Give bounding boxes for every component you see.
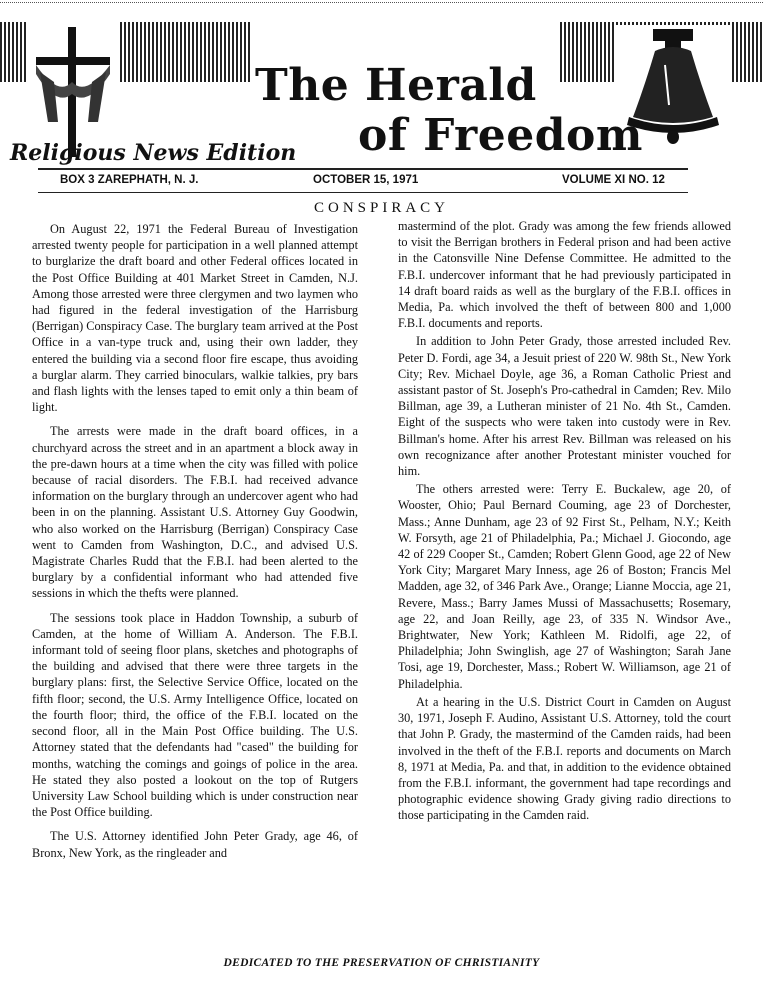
- paragraph: The others arrested were: Terry E. Buckalew, age 20, of Wooster, Ohio; Paul Bernard Couming, age 23 of Dorchester, Mass.; Anne Dunham, age 23 of 92 First St., Pelham, N.Y.; Keith W. Forsyth, age 21 of Philadelphia, Pa.; Michael J. Giocondo, age 42 of 229 Cooper St., Camden; Robert Glenn Good, age 22 of New York City; Margaret Mary Inness, age 26 of Boston; Francis Mel Madden, age 32, of 346 Park Ave., Orange; Lianne Moccia, age 21, Revere, Mass.; Barry James Mussi of Massachusetts; Rosemary, age 22, and Joan Reilly, age 23, of 335 N. Windsor Ave., Brightwater, New York; Kathleen M. Ridolfi, age 22, of Philadelphia; John Swinglish, age 27 of Washington; Sarah Jane Tosi, age 19, Dorchester, Mass.; Robert W. Williamson, age 21 of Philadelphia.: [398, 482, 731, 691]
- volume-number: VOLUME XI NO. 12: [562, 174, 665, 186]
- paragraph: The U.S. Attorney identified John Peter Grady, age 46, of Bronx, New York, as the ringleader and: [32, 829, 358, 860]
- paragraph: At a hearing in the U.S. District Court in Camden on August 30, 1971, Joseph F. Audino, Assistant U.S. Attorney, told the court that John P. Grady, the mastermind of the Camden raids, had been involved in the theft of the F.B.I. reports and documents on March 8, 1971 at Media, Pa. and that, in addition to the evidence obtained from the F.B.I. informant, the government had tape recordings and photographic evidence showing Grady giving radio directions to those participating in the Camden raid.: [398, 694, 731, 823]
- issue-date: OCTOBER 15, 1971: [313, 174, 419, 186]
- newspaper-title-line1: The Herald: [255, 60, 537, 111]
- paragraph: The arrests were made in the draft board offices, in a churchyard across the street and in an apartment a block away in the pre-dawn hours at a time when the city was filled with police because of racial disorders. The F.B.I. had received advance information on the burglary through an undercover agent who had been in on the planning. Assistant U.S. Attorney Guy Goodwin, who also worked on the Harrisburg (Berrigan) Conspiracy Case went to Camden from Washington, D.C., and advised U.S. Magistrate Charles Rudd that the F.B.I. had been alerted to the burglary by a confidential informant who had attended five sessions in which the thefts were planned.: [32, 424, 358, 601]
- edition-label: Religious News Edition: [10, 140, 297, 166]
- masthead: [0, 0, 763, 200]
- paragraph: On August 22, 1971 the Federal Bureau of Investigation arrested twenty people for participation in a well planned attempt to burglarize the draft board and other Federal offices located in the Post Office Building at 401 Market Street in Camden, N.J. Among those arrested were three clergymen and two laymen who had figured in the federal investigation of the Harrisburg (Berrigan) Conspiracy Case. The burglary team arrived at the Post Office in a van-type truck and, using their own ladder, they entered the building via a second floor fire escape, thus avoiding a burglar alarm. They carried binoculars, walkie talkies, pry bars and flash lights with the lenses taped to emit only a thin beam of light.: [32, 222, 358, 415]
- masthead-rule-bottom: [38, 192, 688, 193]
- masthead-rule-top: [38, 168, 688, 170]
- article-column-right: [398, 218, 731, 826]
- footer-motto: DEDICATED TO THE PRESERVATION OF CHRISTIANITY: [223, 957, 540, 969]
- paragraph: The sessions took place in Haddon Township, a suburb of Camden, at the home of William A. Anderson. The F.B.I. informant told of seeing floor plans, sketches and photographs of the building and advised that there were three targets in the burglary plans: first, the Selective Service Office, located on the fifth floor; second, the U.S. Army Intelligence Office, located on the fourth floor; third, the office of the F.B.I. located on the second floor, all in the Main Post Office building. The U.S. Attorney stated that the defendants had "cased" the building for months, watching the comings and goings of police in the area. He stated they also posted a lookout on the top of Rutgers University Law School building which is under construction near the Post Office building.: [32, 610, 358, 820]
- article-column-left: [32, 221, 358, 869]
- paragraph: In addition to John Peter Grady, those arrested included Rev. Peter D. Fordi, age 34, a Jesuit priest of 220 W. 98th St., New York City; Rev. Michael Doyle, age 36, a Roman Catholic Priest and assistant pastor of St. Joseph's Pro-cathedral in Camden; Rev. Milo Billman, age 39, a Lutheran minister of 21 No. 4th St., Camden. Eight of the suspects who were taken into custody were in Rev. Billman's home. After his arrest Rev. Billman was released on his own recognizance after another Protestant minister vouched for him.: [398, 334, 731, 479]
- article-heading: CONSPIRACY: [313, 200, 450, 216]
- paragraph: mastermind of the plot. Grady was among the few friends allowed to visit the Berrigan brothers in Federal prison and had been active in the Catonsville Nine Defense Committee. He admitted to the F.B.I. undercover informant that he had previously participated in 14 draft board raids as well as the burglary of the F.B.I. offices in Media, Pa. which involved the theft of between 800 and 1,000 F.B.I. documents and reports.: [398, 219, 731, 331]
- top-dotted-rule: [0, 2, 763, 3]
- address-label: BOX 3 ZAREPHATH, N. J.: [60, 174, 199, 186]
- newspaper-title-line2: of Freedom: [358, 110, 643, 161]
